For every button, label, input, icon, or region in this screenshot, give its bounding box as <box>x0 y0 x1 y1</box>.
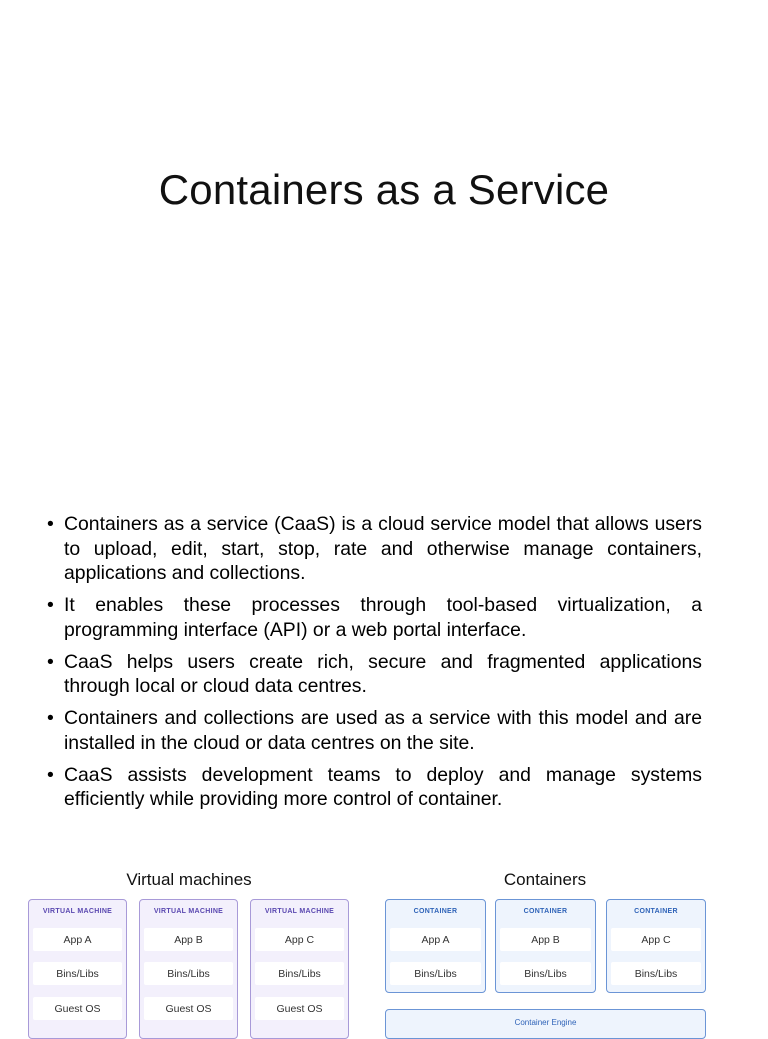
vm-box-heading: VIRTUAL MACHINE <box>264 908 335 915</box>
libs-cell: Bins/Libs <box>500 962 591 985</box>
app-cell: App A <box>390 928 481 951</box>
bullet-item <box>47 512 702 586</box>
virtual-machine-box <box>28 899 127 1039</box>
container-box <box>495 899 596 993</box>
vm-box-heading: VIRTUAL MACHINE <box>42 908 113 915</box>
container-box-heading: CONTAINER <box>634 908 678 915</box>
bullet-marker: • <box>47 707 54 729</box>
bullet-marker: • <box>47 763 54 786</box>
app-cell: App B <box>144 928 233 951</box>
vm-diagram-title: Virtual machines <box>126 870 252 889</box>
bullet-text: Containers and collections are used as a service with this model and are installed in the cloud or data centres on the site. <box>64 707 702 754</box>
bullet-item <box>47 763 702 812</box>
container-box <box>385 899 486 993</box>
bullet-text: CaaS assists development teams to deploy and manage systems efficiently while providing more control of container. <box>64 763 702 810</box>
container-box <box>606 899 706 993</box>
bullet-text: It enables these processes through tool-based virtualization, a programming interface (API) or a web portal interface. <box>64 594 702 641</box>
guest-os-cell: Guest OS <box>144 997 233 1020</box>
app-cell: App A <box>33 928 122 951</box>
container-box-heading: CONTAINER <box>413 908 458 915</box>
bullet-marker: • <box>47 650 54 673</box>
bullet-item <box>47 706 702 755</box>
app-cell: App C <box>611 928 701 951</box>
libs-cell: Bins/Libs <box>611 962 701 985</box>
bullet-marker: • <box>47 594 54 616</box>
bullet-marker: • <box>47 513 54 535</box>
bullet-item <box>47 650 702 699</box>
container-box-heading: CONTAINER <box>523 908 568 915</box>
bullet-text: CaaS helps users create rich, secure and fragmented applications through local or cloud data centres. <box>64 650 702 697</box>
container-engine-bar: Container Engine <box>385 1009 706 1039</box>
libs-cell: Bins/Libs <box>390 962 481 985</box>
container-diagram-title: Containers <box>503 870 587 889</box>
libs-cell: Bins/Libs <box>33 962 122 985</box>
app-cell: App B <box>500 928 591 951</box>
libs-cell: Bins/Libs <box>144 962 233 985</box>
guest-os-cell: Guest OS <box>33 997 122 1020</box>
app-cell: App C <box>255 928 344 951</box>
bullet-item <box>47 593 702 642</box>
vm-box-heading: VIRTUAL MACHINE <box>153 908 224 915</box>
virtual-machine-box <box>139 899 238 1039</box>
bullet-list <box>47 512 702 819</box>
libs-cell: Bins/Libs <box>255 962 344 985</box>
bullet-text: Containers as a service (CaaS) is a cloud service model that allows users to upload, edit, start, stop, rate and otherwise manage containers, applications and collections. <box>64 513 702 584</box>
slide-title: Containers as a Service <box>158 166 610 213</box>
virtual-machine-box <box>250 899 349 1039</box>
guest-os-cell: Guest OS <box>255 997 344 1020</box>
